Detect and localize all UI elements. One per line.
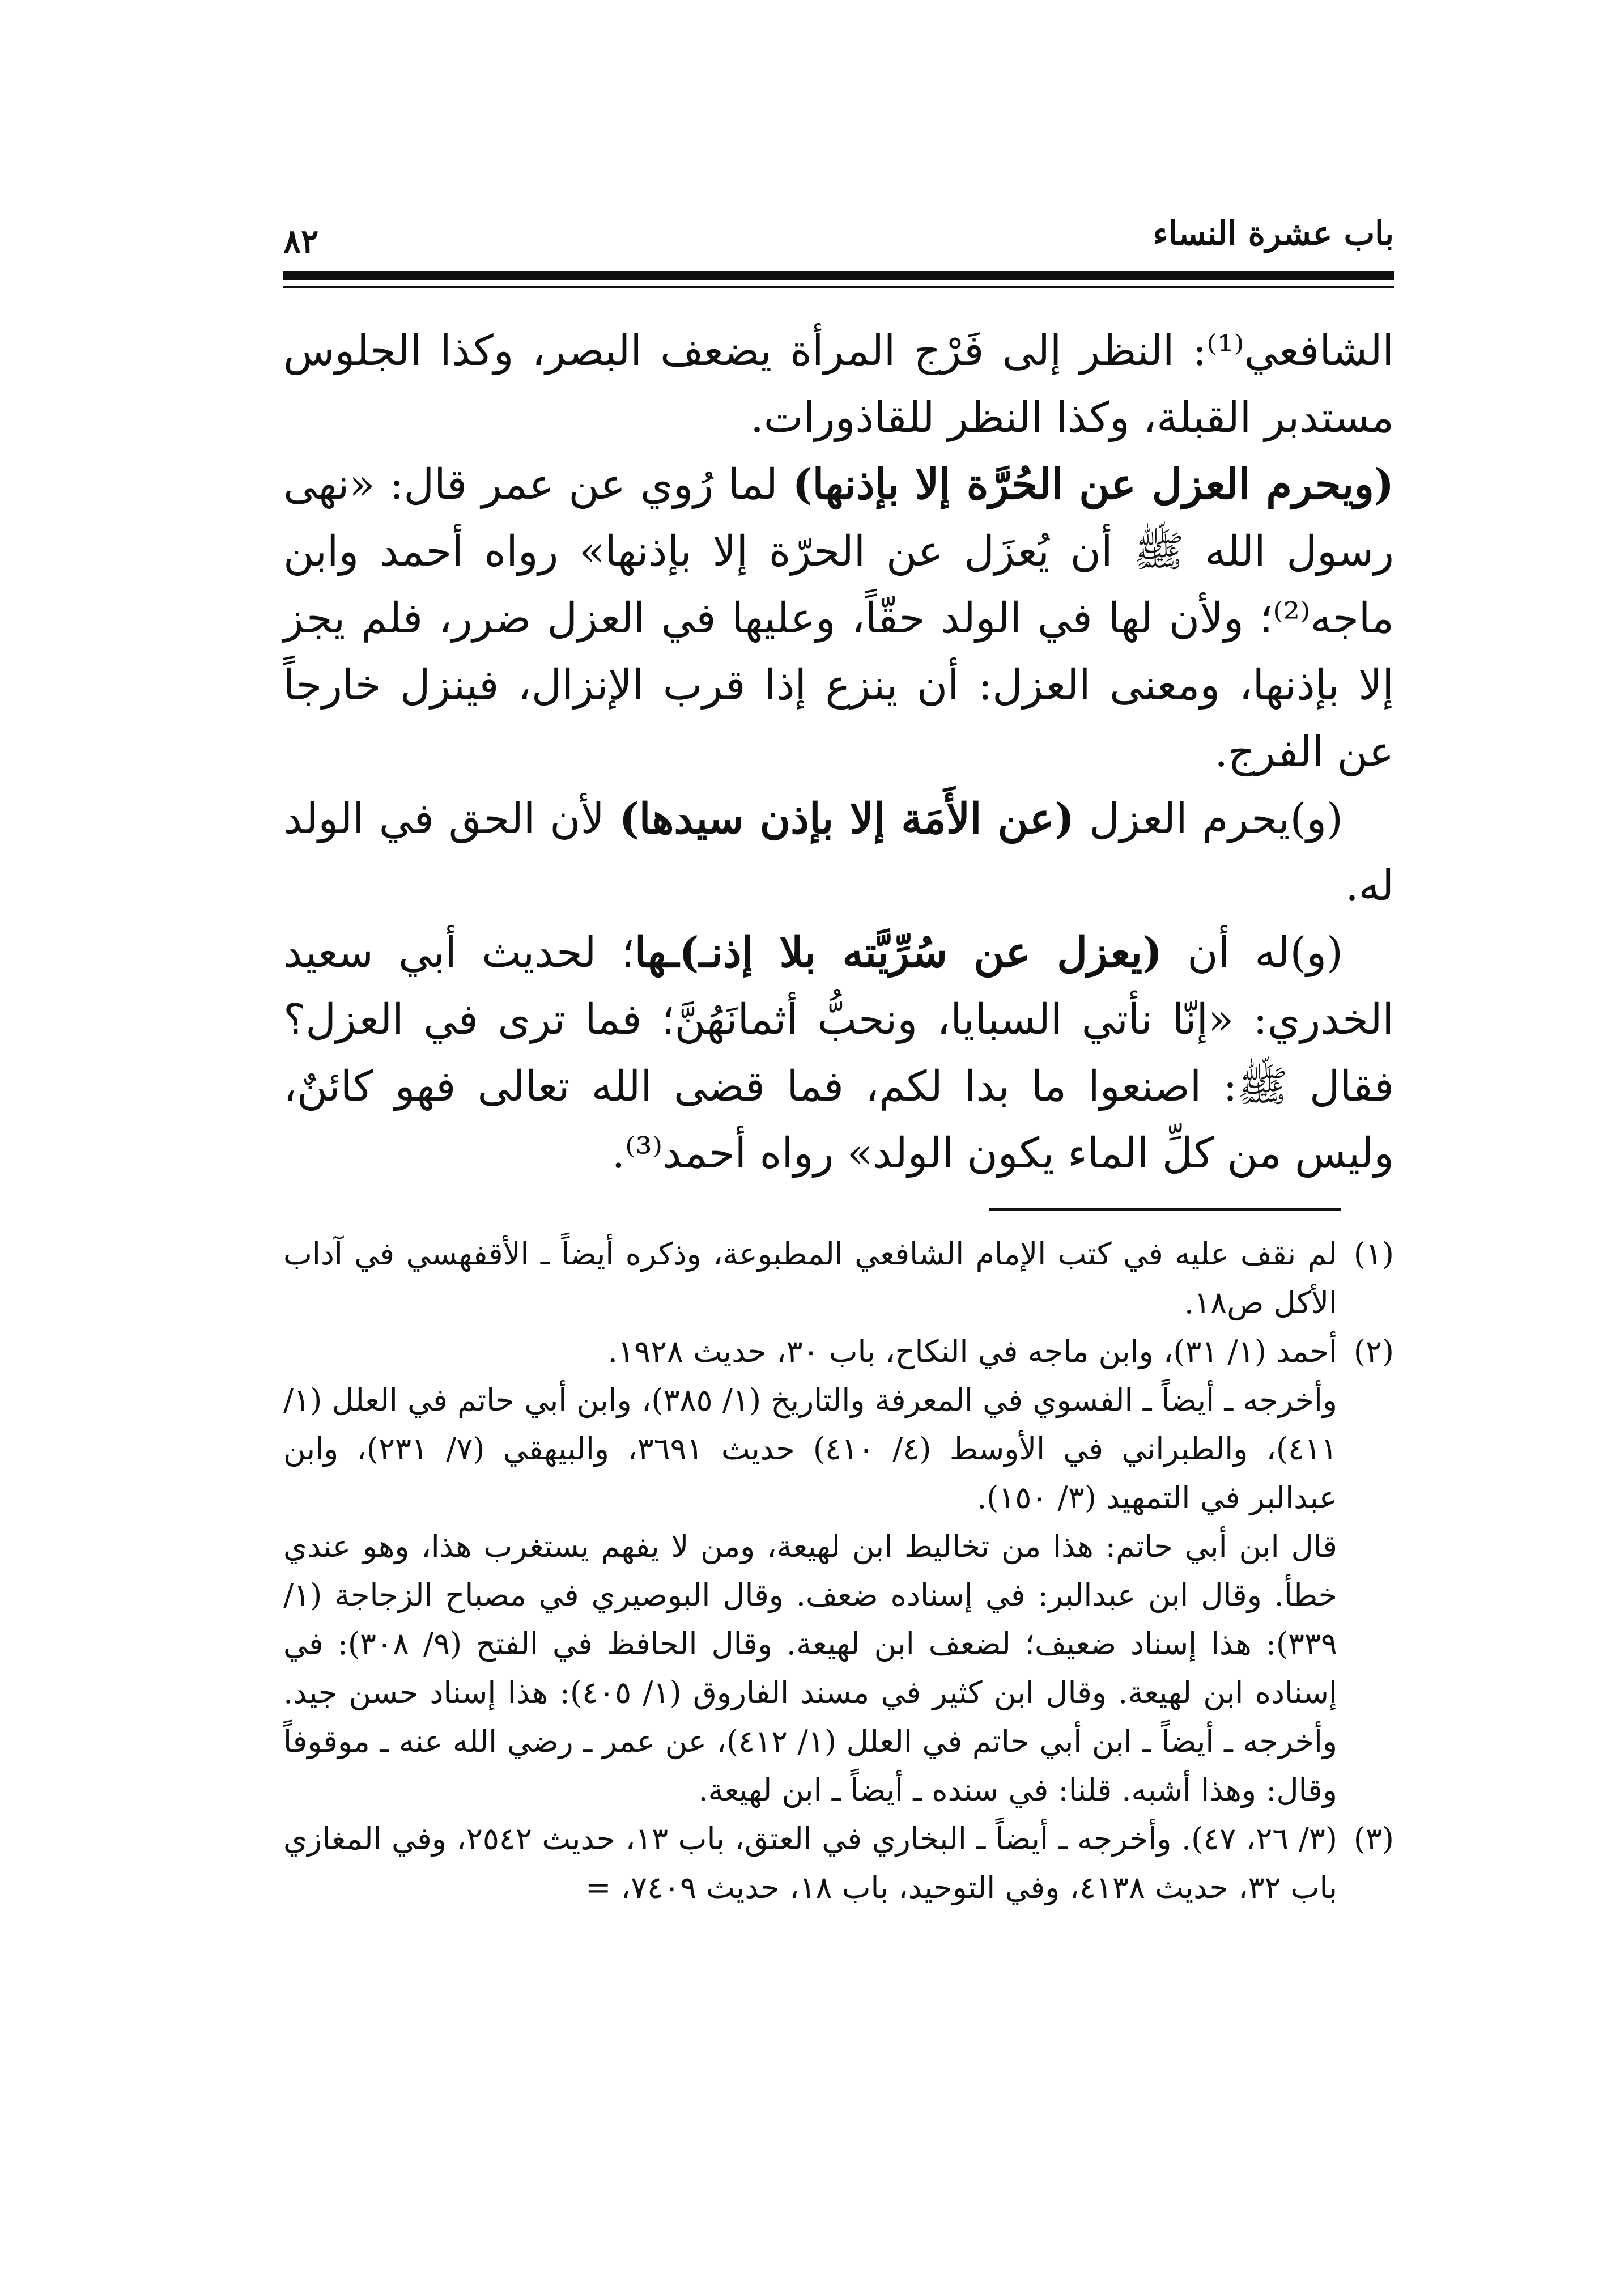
footnote bbox=[283, 1230, 1394, 1327]
footnote-number: (٣) bbox=[1353, 1821, 1394, 1857]
paragraph bbox=[283, 919, 1394, 1187]
footnote-text: (٣/ ٢٦، ٤٧). وأخرجه ـ أيضاً ـ البخاري في العتق، باب ١٣، حديث ٢٥٤٢، وفي المغازي باب ٣٢، حديث ٤١٣٨، وفي التوحيد، باب ١٨، حديث ٧٤٠٩، = bbox=[283, 1821, 1337, 1905]
main-text bbox=[283, 317, 1394, 1187]
sharh-text: (و)يحرم العزل bbox=[1074, 795, 1343, 843]
chapter-title: باب عشرة النساء bbox=[1153, 214, 1394, 253]
sharh-text: (و)له أن bbox=[1162, 928, 1344, 977]
sharh-text: ؛ لحديث أبي سعيد الخدري: «إنّا نأتي السبايا، ونحبُّ أثمانَهُنَّ؛ فما ترى في العزل؟ فقال ﷺ: اصنعوا ما بدا لكم، فما قضى الله تعالى فهو كائنٌ، وليس من كلِّ الماء يكون الولد» رواه أحمد⁽³⁾. bbox=[283, 928, 1394, 1178]
matn-text: (ويحرم العزل عن الحُرَّة إلا بإذنها) bbox=[792, 460, 1394, 509]
matn-text: (يعزل عن سُرِّيَّته بلا إذنـ)ـها bbox=[635, 928, 1163, 977]
footnote-number: (١) bbox=[1353, 1236, 1394, 1272]
footnote-separator bbox=[989, 1208, 1341, 1211]
footnote-number: (٢) bbox=[1353, 1334, 1394, 1369]
sharh-text: لما رُوي عن عمر قال: «نهى رسول الله ﷺ أن يُعزَل عن الحرّة إلا بإذنها» رواه أحمد وابن ماجه⁽²⁾؛ ولأن لها في الولد حقّاً، وعليها في العزل ضرر، فلم يجز إلا بإذنها، ومعنى العزل: أن ينزع إذا قرب الإنزال، فينزل خارجاً عن الفرج. bbox=[283, 460, 1394, 776]
header-rule-thin bbox=[283, 286, 1394, 288]
page-number: ٨٢ bbox=[283, 222, 319, 261]
footnote-text: قال ابن أبي حاتم: هذا من تخاليط ابن لهيعة، ومن لا يفهم يستغرب هذا، وهو عندي خطأ. وقال ابن عبدالبر: في إسناده ضعف. وقال البوصيري في مصباح الزجاجة (١/ ٣٣٩): هذا إسناد ضعيف؛ لضعف ابن لهيعة. وقال الحافظ في الفتح (٩/ ٣٠٨): في إسناده ابن لهيعة. وقال ابن كثير في مسند الفاروق (١/ ٤٠٥): هذا إسناد حسن جيد. وأخرجه ـ أيضاً ـ ابن أبي حاتم في العلل (١/ ٤١٢)، عن عمر ـ رضي الله عنه ـ موقوفاً وقال: وهذا أشبه. قلنا: في سنده ـ أيضاً ـ ابن لهيعة. bbox=[283, 1528, 1338, 1808]
footnote bbox=[283, 1815, 1394, 1912]
footnotes bbox=[283, 1230, 1394, 1912]
paragraph bbox=[283, 451, 1394, 785]
sharh-text: لأن الحق في الولد له. bbox=[283, 795, 1394, 910]
footnote-text: أحمد (١/ ٣١)، وابن ماجه في النكاح، باب ٣٠، حديث ١٩٢٨. bbox=[607, 1334, 1337, 1369]
footnote-text: وأخرجه ـ أيضاً ـ الفسوي في المعرفة والتاريخ (١/ ٣٨٥)، وابن أبي حاتم في العلل (١/ ٤١١)، والطبراني في الأوسط (٤/ ٤١٠) حديث ٣٦٩١، والبيهقي (٧/ ٢٣١)، وابن عبدالبر في التمهيد (٣/ ١٥٠). bbox=[283, 1382, 1338, 1515]
paragraph bbox=[283, 785, 1394, 919]
footnote-text: لم نقف عليه في كتب الإمام الشافعي المطبوعة، وذكره أيضاً ـ الأقفهسي في آداب الأكل ص١٨. bbox=[283, 1236, 1337, 1320]
paragraph: الشافعي⁽¹⁾: النظر إلى فَرْج المرأة يضعف البصر، وكذا الجلوس مستدبر القبلة، وكذا النظر للقاذورات. bbox=[283, 326, 1394, 442]
header-rule bbox=[283, 271, 1394, 280]
matn-text: (عن الأَمَة إلا بإذن سيدها) bbox=[619, 795, 1075, 843]
footnote bbox=[283, 1327, 1394, 1815]
running-header bbox=[283, 211, 1394, 261]
